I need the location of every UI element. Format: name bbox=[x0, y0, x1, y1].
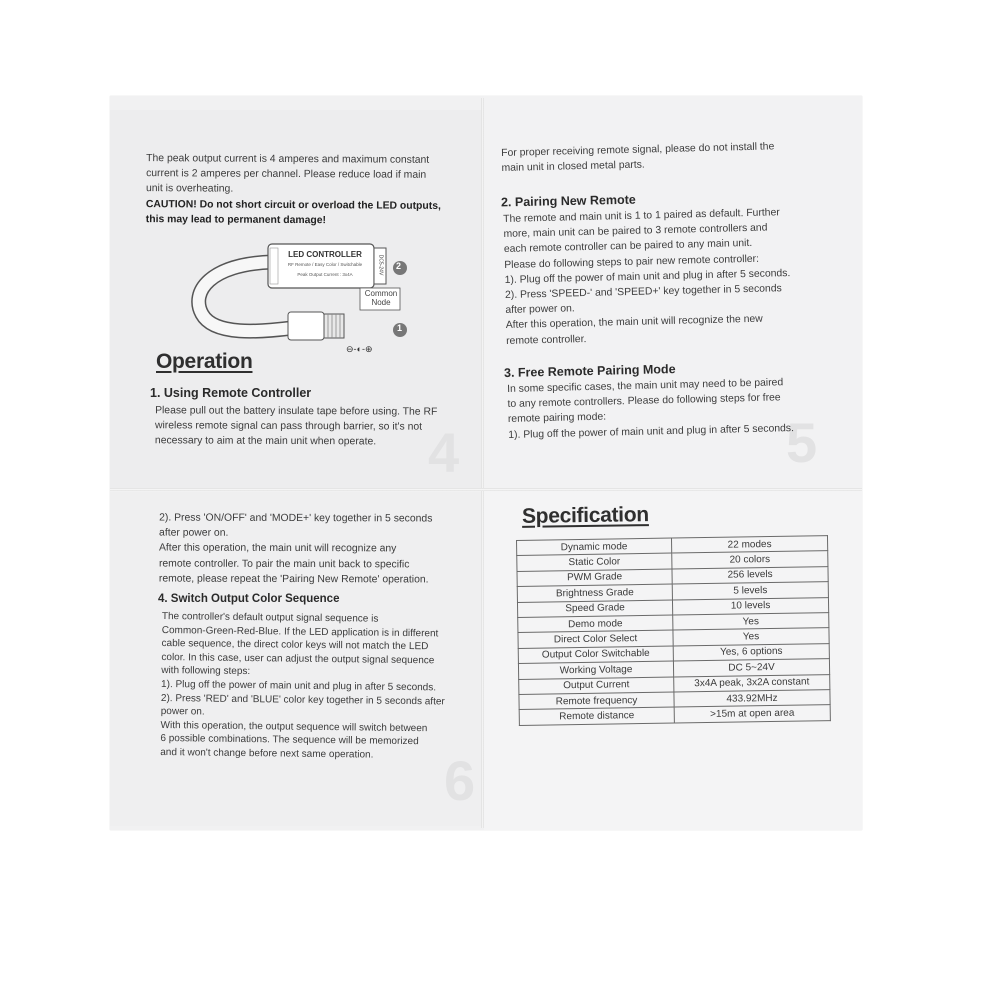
intro-paragraph bbox=[146, 151, 441, 229]
text-line: main unit in closed metal parts. bbox=[501, 159, 645, 175]
spec-value-cell: DC 5~24V bbox=[673, 659, 829, 677]
text-line: The peak output current is 4 amperes and maximum constant bbox=[146, 153, 430, 166]
page-number-6: 6 bbox=[444, 749, 476, 812]
section-3-continued-text bbox=[159, 511, 433, 588]
polarity-symbol: ⊖-◐-⊕ bbox=[346, 344, 373, 354]
text-line: after power on. bbox=[505, 303, 575, 317]
spec-name-cell: Output Current bbox=[519, 677, 674, 695]
page-number-4: 4 bbox=[428, 421, 460, 484]
text-line: 2). Press 'ON/OFF' and 'MODE+' key together in 5 seconds bbox=[159, 512, 433, 525]
text-line: cable sequence, the direct color keys will not match the LED bbox=[161, 638, 429, 653]
spec-name-cell: Brightness Grade bbox=[517, 584, 672, 602]
text-line: Please pull out the battery insulate tape before using. The RF bbox=[155, 405, 438, 418]
text-line: In some specific cases, the main unit may need to be paired bbox=[507, 377, 784, 395]
text-line: color. In this case, user can adjust the output signal sequence bbox=[161, 651, 435, 667]
controller-spec: Peak Output Current : 3x4A bbox=[297, 272, 353, 277]
controller-title: LED CONTROLLER bbox=[288, 250, 362, 259]
controller-diagram bbox=[180, 232, 420, 362]
text-line: each remote controller can be paired to any main unit. bbox=[503, 238, 753, 256]
text-line: 2). Press 'RED' and 'BLUE' color key together in 5 seconds after bbox=[160, 692, 445, 708]
spec-value-cell: 5 levels bbox=[672, 582, 828, 600]
text-line: 1). Plug off the power of main unit and plug in after 5 seconds. bbox=[504, 267, 791, 286]
marker-1: 1 bbox=[397, 323, 403, 333]
spec-name-cell: Remote frequency bbox=[519, 692, 674, 710]
vertical-fold-line bbox=[481, 98, 484, 828]
spec-name-cell: Output Color Switchable bbox=[518, 646, 673, 664]
section-2-heading: 2. Pairing New Remote bbox=[500, 192, 636, 210]
text-line: With this operation, the output sequence will switch between bbox=[160, 719, 428, 735]
caution-line: CAUTION! Do not short circuit or overload the LED outputs, bbox=[145, 198, 441, 212]
text-line: power on. bbox=[160, 706, 205, 718]
text-line: For proper receiving remote signal, please do not install the bbox=[501, 141, 775, 159]
spec-name-cell: PWM Grade bbox=[517, 569, 672, 587]
page-number-5: 5 bbox=[786, 411, 818, 474]
spec-name-cell: Direct Color Select bbox=[518, 630, 673, 648]
text-line: current is 2 amperes per channel. Please reduce load if main bbox=[146, 168, 427, 182]
marker-2: 2 bbox=[396, 261, 402, 271]
text-line: Please do following steps to pair new remote controller: bbox=[504, 253, 760, 271]
text-line: Common bbox=[364, 289, 398, 298]
spec-name-cell: Static Color bbox=[517, 553, 672, 571]
text-line: 1). Plug off the power of main unit and plug in after 5 seconds. bbox=[508, 422, 795, 441]
text-line: 6 possible combinations. The sequence will be memorized bbox=[160, 733, 419, 748]
spec-name-cell: Dynamic mode bbox=[517, 538, 672, 556]
text-line: and it won't change before next same operation. bbox=[160, 746, 374, 761]
text-line: After this operation, the main unit will recognize any bbox=[158, 542, 397, 555]
specification-table bbox=[516, 535, 831, 726]
spec-value-cell: Yes bbox=[673, 628, 829, 646]
common-node-label bbox=[361, 289, 401, 307]
text-line: 2). Press 'SPEED-' and 'SPEED+' key together in 5 seconds bbox=[504, 283, 782, 301]
text-line: more, main unit can be paired to 3 remote controllers and bbox=[503, 222, 768, 241]
spec-value-cell: 20 colors bbox=[672, 551, 828, 569]
text-line: to any remote controllers. Please do following steps for free bbox=[507, 392, 781, 411]
text-line: Node bbox=[371, 298, 391, 307]
controller-subtitle: RF Remote / Easy Color / Switchable bbox=[287, 262, 363, 267]
section-4-text bbox=[160, 610, 446, 763]
caution-line: this may lead to permanent damage! bbox=[145, 213, 327, 227]
text-line: remote pairing mode: bbox=[507, 411, 607, 426]
section-4-heading: 4. Switch Output Color Sequence bbox=[158, 593, 340, 605]
horizontal-fold-line bbox=[110, 488, 862, 491]
spec-value-cell: Yes bbox=[673, 613, 829, 631]
section-3-text bbox=[507, 375, 794, 443]
text-line: The remote and main unit is 1 to 1 paired as default. Further bbox=[503, 207, 780, 225]
text-line: 1). Plug off the power of main unit and plug in after 5 seconds. bbox=[161, 678, 437, 694]
spec-value-cell: 433.92MHz bbox=[674, 689, 830, 707]
spec-value-cell: >15m at open area bbox=[674, 705, 830, 723]
spec-value-cell: Yes, 6 options bbox=[673, 643, 829, 661]
specification-heading: Specification bbox=[521, 503, 649, 528]
spec-value-cell: 256 levels bbox=[672, 566, 828, 584]
spec-name-cell: Speed Grade bbox=[517, 600, 672, 618]
spec-name-cell: Remote distance bbox=[519, 707, 674, 725]
text-line: after power on. bbox=[159, 527, 229, 539]
text-line: remote controller. bbox=[506, 333, 587, 347]
text-line: The controller's default output signal sequence is bbox=[161, 610, 379, 625]
spec-value-cell: 22 modes bbox=[671, 536, 827, 554]
text-line: necessary to aim at the main unit when operate. bbox=[154, 435, 377, 448]
text-line: remote, please repeat the 'Pairing New Remote' operation. bbox=[158, 573, 429, 586]
text-line: with following steps: bbox=[161, 665, 251, 678]
text-line: Common-Green-Red-Blue. If the LED application is in different bbox=[161, 624, 439, 639]
spec-name-cell: Demo mode bbox=[518, 615, 673, 633]
operation-heading: Operation bbox=[156, 350, 253, 373]
section-2-text bbox=[503, 205, 792, 349]
voltage-side-label: DC5-24V bbox=[377, 254, 384, 276]
section-1-text bbox=[155, 403, 438, 450]
spec-name-cell: Working Voltage bbox=[518, 661, 673, 679]
section-3-heading: 3. Free Remote Pairing Mode bbox=[503, 362, 676, 380]
text-line: unit is overheating. bbox=[145, 183, 234, 196]
spec-value-cell: 3x4A peak, 3x2A constant bbox=[674, 674, 830, 692]
text-line: After this operation, the main unit will recognize the new bbox=[505, 314, 763, 332]
spec-value-cell: 10 levels bbox=[672, 597, 828, 615]
section-1-heading: 1. Using Remote Controller bbox=[150, 386, 312, 400]
text-line: remote controller. To pair the main unit back to specific bbox=[158, 558, 410, 571]
text-line: wireless remote signal can pass through barrier, so it's not bbox=[154, 420, 423, 433]
